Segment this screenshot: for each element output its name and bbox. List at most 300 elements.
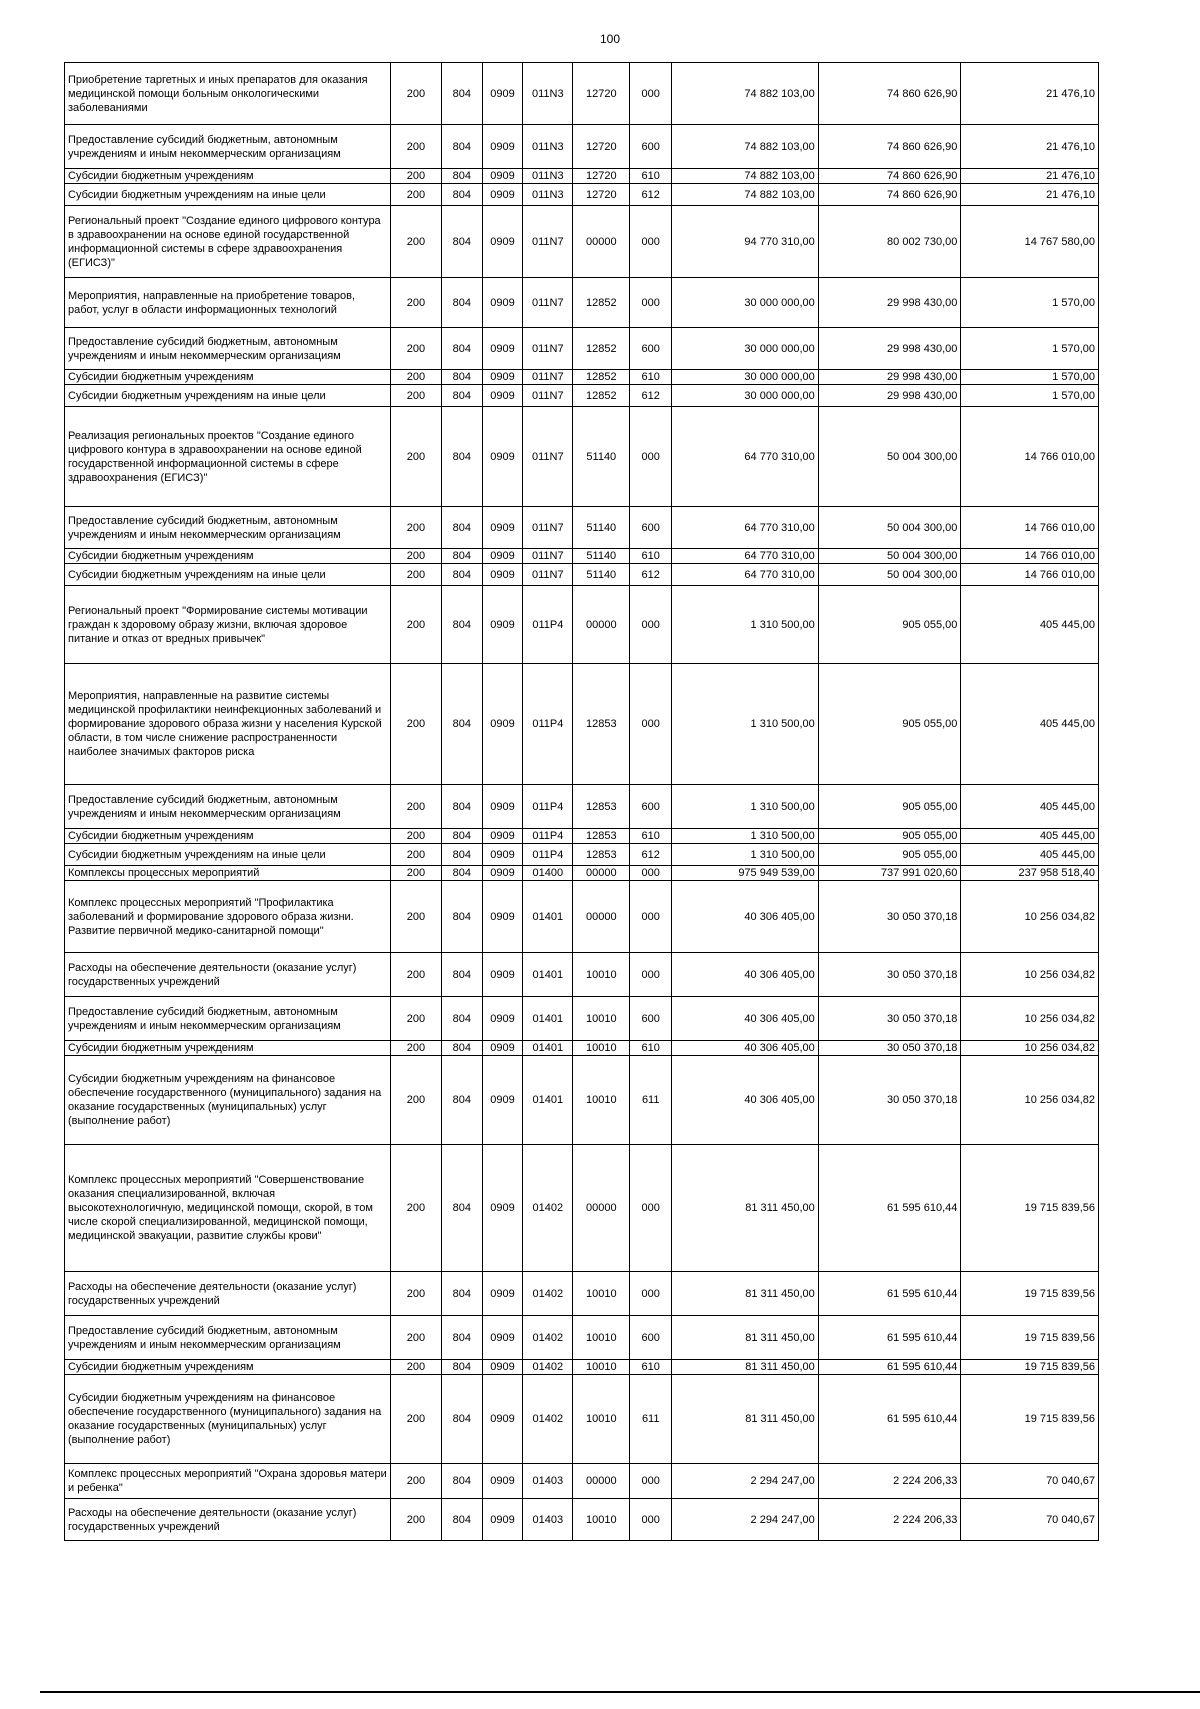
table-row xyxy=(65,1316,1099,1360)
cell-planned-amount: 64 770 310,00 xyxy=(672,549,819,564)
cell-name: Субсидии бюджетным учреждениям на финансовое обеспечение государственного (муниципального) задания на оказание государственных (муниципальных) услуг (выполнение работ) xyxy=(65,1056,391,1145)
cell-name: Субсидии бюджетным учреждениям xyxy=(65,549,391,564)
cell-expense-type: 000 xyxy=(630,881,672,953)
cell-executed-amount: 74 860 626,90 xyxy=(818,63,961,125)
cell-subsection-code: 0909 xyxy=(482,564,523,586)
cell-section-code: 804 xyxy=(441,125,482,169)
cell-planned-amount: 64 770 310,00 xyxy=(672,407,819,507)
cell-name: Расходы на обеспечение деятельности (оказание услуг) государственных учреждений xyxy=(65,1499,391,1541)
cell-admin-code: 200 xyxy=(390,1499,441,1541)
cell-executed-amount: 30 050 370,18 xyxy=(818,1041,961,1056)
cell-remaining-amount: 405 445,00 xyxy=(961,664,1099,785)
cell-remaining-amount: 19 715 839,56 xyxy=(961,1375,1099,1464)
cell-planned-amount: 74 882 103,00 xyxy=(672,169,819,184)
cell-admin-code: 200 xyxy=(390,844,441,866)
cell-subsection-code: 0909 xyxy=(482,1041,523,1056)
cell-target-article-direction: 10010 xyxy=(573,997,630,1041)
cell-remaining-amount: 21 476,10 xyxy=(961,125,1099,169)
cell-remaining-amount: 1 570,00 xyxy=(961,370,1099,385)
cell-admin-code: 200 xyxy=(390,953,441,997)
cell-target-article-direction: 10010 xyxy=(573,1056,630,1145)
cell-admin-code: 200 xyxy=(390,407,441,507)
table-row xyxy=(65,785,1099,829)
cell-planned-amount: 30 000 000,00 xyxy=(672,385,819,407)
cell-section-code: 804 xyxy=(441,206,482,278)
cell-subsection-code: 0909 xyxy=(482,385,523,407)
cell-name: Комплекс процессных мероприятий "Охрана здоровья матери и ребенка" xyxy=(65,1464,391,1499)
cell-target-article-direction: 10010 xyxy=(573,953,630,997)
cell-admin-code: 200 xyxy=(390,169,441,184)
cell-executed-amount: 61 595 610,44 xyxy=(818,1375,961,1464)
cell-target-article-direction: 12720 xyxy=(573,63,630,125)
cell-name: Субсидии бюджетным учреждениям xyxy=(65,169,391,184)
cell-planned-amount: 40 306 405,00 xyxy=(672,1056,819,1145)
cell-expense-type: 000 xyxy=(630,586,672,664)
cell-admin-code: 200 xyxy=(390,385,441,407)
cell-planned-amount: 1 310 500,00 xyxy=(672,785,819,829)
cell-remaining-amount: 1 570,00 xyxy=(961,385,1099,407)
cell-target-article-program: 01403 xyxy=(523,1499,573,1541)
cell-expense-type: 000 xyxy=(630,664,672,785)
cell-admin-code: 200 xyxy=(390,564,441,586)
cell-admin-code: 200 xyxy=(390,1360,441,1375)
cell-expense-type: 600 xyxy=(630,997,672,1041)
cell-planned-amount: 30 000 000,00 xyxy=(672,278,819,328)
cell-expense-type: 612 xyxy=(630,385,672,407)
cell-subsection-code: 0909 xyxy=(482,1056,523,1145)
cell-planned-amount: 74 882 103,00 xyxy=(672,125,819,169)
cell-name: Субсидии бюджетным учреждениям на иные цели xyxy=(65,844,391,866)
table-row xyxy=(65,507,1099,549)
cell-name: Предоставление субсидий бюджетным, автономным учреждениям и иным некоммерческим организациям xyxy=(65,125,391,169)
cell-target-article-program: 011N7 xyxy=(523,549,573,564)
cell-section-code: 804 xyxy=(441,1499,482,1541)
cell-target-article-program: 011N7 xyxy=(523,407,573,507)
cell-remaining-amount: 19 715 839,56 xyxy=(961,1145,1099,1272)
cell-executed-amount: 50 004 300,00 xyxy=(818,407,961,507)
cell-target-article-direction: 10010 xyxy=(573,1272,630,1316)
cell-target-article-program: 01402 xyxy=(523,1360,573,1375)
table-row xyxy=(65,997,1099,1041)
cell-target-article-direction: 12853 xyxy=(573,785,630,829)
cell-target-article-direction: 00000 xyxy=(573,206,630,278)
table-row xyxy=(65,1041,1099,1056)
cell-target-article-direction: 00000 xyxy=(573,1464,630,1499)
cell-remaining-amount: 70 040,67 xyxy=(961,1499,1099,1541)
table-row xyxy=(65,844,1099,866)
cell-name: Расходы на обеспечение деятельности (оказание услуг) государственных учреждений xyxy=(65,1272,391,1316)
cell-section-code: 804 xyxy=(441,1464,482,1499)
cell-name: Комплексы процессных мероприятий xyxy=(65,866,391,881)
cell-name: Комплекс процессных мероприятий "Совершенствование оказания специализированной, включая высокотехнологичную, медицинской помощи, скорой, в том числе скорой специализированной, медицинской помощи, медицинской эвакуации, развитие службы крови" xyxy=(65,1145,391,1272)
cell-target-article-program: 011N7 xyxy=(523,564,573,586)
cell-expense-type: 000 xyxy=(630,407,672,507)
cell-expense-type: 000 xyxy=(630,278,672,328)
cell-executed-amount: 74 860 626,90 xyxy=(818,169,961,184)
cell-subsection-code: 0909 xyxy=(482,1316,523,1360)
cell-target-article-program: 011N7 xyxy=(523,385,573,407)
cell-section-code: 804 xyxy=(441,664,482,785)
table-row xyxy=(65,125,1099,169)
cell-section-code: 804 xyxy=(441,844,482,866)
budget-table xyxy=(64,62,1099,1541)
cell-subsection-code: 0909 xyxy=(482,586,523,664)
cell-target-article-direction: 10010 xyxy=(573,1375,630,1464)
cell-planned-amount: 64 770 310,00 xyxy=(672,564,819,586)
cell-admin-code: 200 xyxy=(390,664,441,785)
cell-target-article-program: 01402 xyxy=(523,1272,573,1316)
table-row xyxy=(65,1499,1099,1541)
cell-remaining-amount: 405 445,00 xyxy=(961,829,1099,844)
cell-subsection-code: 0909 xyxy=(482,953,523,997)
cell-name: Субсидии бюджетным учреждениям на иные цели xyxy=(65,184,391,206)
cell-executed-amount: 30 050 370,18 xyxy=(818,1056,961,1145)
cell-target-article-program: 011P4 xyxy=(523,785,573,829)
cell-expense-type: 000 xyxy=(630,63,672,125)
cell-remaining-amount: 14 766 010,00 xyxy=(961,549,1099,564)
cell-executed-amount: 29 998 430,00 xyxy=(818,328,961,370)
table-row xyxy=(65,1056,1099,1145)
cell-executed-amount: 2 224 206,33 xyxy=(818,1464,961,1499)
cell-expense-type: 600 xyxy=(630,507,672,549)
cell-target-article-program: 011P4 xyxy=(523,664,573,785)
table-row xyxy=(65,1272,1099,1316)
cell-name: Субсидии бюджетным учреждениям на иные цели xyxy=(65,564,391,586)
cell-subsection-code: 0909 xyxy=(482,206,523,278)
cell-target-article-program: 01401 xyxy=(523,1056,573,1145)
cell-executed-amount: 29 998 430,00 xyxy=(818,385,961,407)
cell-remaining-amount: 10 256 034,82 xyxy=(961,953,1099,997)
cell-remaining-amount: 10 256 034,82 xyxy=(961,1041,1099,1056)
table-row xyxy=(65,1375,1099,1464)
cell-executed-amount: 905 055,00 xyxy=(818,664,961,785)
cell-admin-code: 200 xyxy=(390,328,441,370)
cell-expense-type: 000 xyxy=(630,1499,672,1541)
cell-target-article-program: 011N3 xyxy=(523,125,573,169)
cell-expense-type: 612 xyxy=(630,844,672,866)
cell-planned-amount: 81 311 450,00 xyxy=(672,1272,819,1316)
cell-expense-type: 611 xyxy=(630,1056,672,1145)
cell-admin-code: 200 xyxy=(390,1056,441,1145)
cell-expense-type: 612 xyxy=(630,184,672,206)
cell-name: Субсидии бюджетным учреждениям xyxy=(65,1360,391,1375)
table-row xyxy=(65,278,1099,328)
table-row xyxy=(65,564,1099,586)
cell-executed-amount: 74 860 626,90 xyxy=(818,184,961,206)
cell-admin-code: 200 xyxy=(390,370,441,385)
cell-remaining-amount: 14 766 010,00 xyxy=(961,507,1099,549)
cell-target-article-program: 011N7 xyxy=(523,370,573,385)
cell-admin-code: 200 xyxy=(390,1041,441,1056)
cell-planned-amount: 81 311 450,00 xyxy=(672,1360,819,1375)
cell-name: Субсидии бюджетным учреждениям xyxy=(65,1041,391,1056)
page-number: 100 xyxy=(599,32,621,46)
cell-remaining-amount: 10 256 034,82 xyxy=(961,1056,1099,1145)
table-row xyxy=(65,866,1099,881)
cell-executed-amount: 737 991 020,60 xyxy=(818,866,961,881)
cell-subsection-code: 0909 xyxy=(482,866,523,881)
cell-executed-amount: 61 595 610,44 xyxy=(818,1360,961,1375)
cell-subsection-code: 0909 xyxy=(482,1375,523,1464)
cell-planned-amount: 81 311 450,00 xyxy=(672,1316,819,1360)
cell-remaining-amount: 237 958 518,40 xyxy=(961,866,1099,881)
cell-target-article-program: 01401 xyxy=(523,881,573,953)
cell-section-code: 804 xyxy=(441,1041,482,1056)
cell-name: Реализация региональных проектов "Создание единого цифрового контура в здравоохранении на основе единой государственной информационной системы в сфере здравоохранения (ЕГИСЗ)" xyxy=(65,407,391,507)
cell-executed-amount: 29 998 430,00 xyxy=(818,278,961,328)
cell-remaining-amount: 19 715 839,56 xyxy=(961,1316,1099,1360)
cell-admin-code: 200 xyxy=(390,866,441,881)
cell-planned-amount: 30 000 000,00 xyxy=(672,328,819,370)
cell-name: Региональный проект "Формирование системы мотивации граждан к здоровому образу жизни, включая здоровое питание и отказ от вредных привычек" xyxy=(65,586,391,664)
cell-executed-amount: 30 050 370,18 xyxy=(818,881,961,953)
cell-section-code: 804 xyxy=(441,1375,482,1464)
cell-target-article-program: 01402 xyxy=(523,1316,573,1360)
cell-section-code: 804 xyxy=(441,63,482,125)
cell-subsection-code: 0909 xyxy=(482,997,523,1041)
cell-section-code: 804 xyxy=(441,184,482,206)
cell-executed-amount: 905 055,00 xyxy=(818,844,961,866)
cell-target-article-program: 011N3 xyxy=(523,63,573,125)
cell-section-code: 804 xyxy=(441,370,482,385)
cell-target-article-direction: 12720 xyxy=(573,184,630,206)
cell-target-article-direction: 00000 xyxy=(573,1145,630,1272)
cell-target-article-direction: 12852 xyxy=(573,385,630,407)
cell-remaining-amount: 10 256 034,82 xyxy=(961,997,1099,1041)
cell-name: Комплекс процессных мероприятий "Профилактика заболеваний и формирование здорового образа жизни. Развитие первичной медико-санитарной помощи" xyxy=(65,881,391,953)
cell-target-article-program: 011N3 xyxy=(523,169,573,184)
cell-subsection-code: 0909 xyxy=(482,328,523,370)
cell-section-code: 804 xyxy=(441,997,482,1041)
cell-name: Субсидии бюджетным учреждениям xyxy=(65,829,391,844)
table-row xyxy=(65,881,1099,953)
table-row xyxy=(65,206,1099,278)
cell-section-code: 804 xyxy=(441,407,482,507)
table-row xyxy=(65,549,1099,564)
cell-name: Мероприятия, направленные на развитие системы медицинской профилактики неинфекционных заболеваний и формирование здорового образа жизни у населения Курской области, в том числе снижение распространенности наиболее значимых факторов риска xyxy=(65,664,391,785)
cell-name: Субсидии бюджетным учреждениям на финансовое обеспечение государственного (муниципального) задания на оказание государственных (муниципальных) услуг (выполнение работ) xyxy=(65,1375,391,1464)
cell-target-article-direction: 10010 xyxy=(573,1360,630,1375)
cell-section-code: 804 xyxy=(441,829,482,844)
cell-executed-amount: 50 004 300,00 xyxy=(818,564,961,586)
cell-executed-amount: 61 595 610,44 xyxy=(818,1272,961,1316)
cell-subsection-code: 0909 xyxy=(482,63,523,125)
cell-executed-amount: 905 055,00 xyxy=(818,785,961,829)
cell-target-article-direction: 12720 xyxy=(573,125,630,169)
cell-expense-type: 610 xyxy=(630,169,672,184)
cell-target-article-program: 011P4 xyxy=(523,829,573,844)
cell-target-article-direction: 51140 xyxy=(573,549,630,564)
table-row xyxy=(65,829,1099,844)
cell-subsection-code: 0909 xyxy=(482,169,523,184)
cell-name: Приобретение таргетных и иных препаратов для оказания медицинской помощи больным онкологическими заболеваниями xyxy=(65,63,391,125)
cell-target-article-program: 01401 xyxy=(523,1041,573,1056)
cell-target-article-direction: 12720 xyxy=(573,169,630,184)
cell-target-article-direction: 12852 xyxy=(573,278,630,328)
cell-subsection-code: 0909 xyxy=(482,278,523,328)
cell-subsection-code: 0909 xyxy=(482,881,523,953)
cell-admin-code: 200 xyxy=(390,1375,441,1464)
cell-remaining-amount: 10 256 034,82 xyxy=(961,881,1099,953)
cell-name: Предоставление субсидий бюджетным, автономным учреждениям и иным некоммерческим организациям xyxy=(65,328,391,370)
cell-admin-code: 200 xyxy=(390,586,441,664)
cell-expense-type: 600 xyxy=(630,328,672,370)
cell-expense-type: 610 xyxy=(630,549,672,564)
cell-subsection-code: 0909 xyxy=(482,549,523,564)
cell-subsection-code: 0909 xyxy=(482,1360,523,1375)
cell-target-article-direction: 10010 xyxy=(573,1041,630,1056)
cell-admin-code: 200 xyxy=(390,1316,441,1360)
cell-name: Предоставление субсидий бюджетным, автономным учреждениям и иным некоммерческим организациям xyxy=(65,1316,391,1360)
cell-admin-code: 200 xyxy=(390,997,441,1041)
cell-planned-amount: 1 310 500,00 xyxy=(672,586,819,664)
cell-remaining-amount: 19 715 839,56 xyxy=(961,1272,1099,1316)
cell-target-article-program: 011N7 xyxy=(523,507,573,549)
table-row xyxy=(65,664,1099,785)
cell-target-article-direction: 51140 xyxy=(573,407,630,507)
cell-subsection-code: 0909 xyxy=(482,829,523,844)
cell-expense-type: 600 xyxy=(630,125,672,169)
cell-target-article-direction: 00000 xyxy=(573,586,630,664)
cell-planned-amount: 40 306 405,00 xyxy=(672,997,819,1041)
table-row xyxy=(65,184,1099,206)
cell-executed-amount: 30 050 370,18 xyxy=(818,953,961,997)
cell-remaining-amount: 21 476,10 xyxy=(961,184,1099,206)
cell-target-article-direction: 10010 xyxy=(573,1499,630,1541)
cell-target-article-program: 01403 xyxy=(523,1464,573,1499)
cell-target-article-program: 01400 xyxy=(523,866,573,881)
table-row xyxy=(65,953,1099,997)
cell-planned-amount: 1 310 500,00 xyxy=(672,844,819,866)
cell-target-article-direction: 12853 xyxy=(573,829,630,844)
cell-planned-amount: 74 882 103,00 xyxy=(672,63,819,125)
cell-name: Предоставление субсидий бюджетным, автономным учреждениям и иным некоммерческим организациям xyxy=(65,997,391,1041)
cell-expense-type: 000 xyxy=(630,206,672,278)
cell-executed-amount: 80 002 730,00 xyxy=(818,206,961,278)
cell-name: Мероприятия, направленные на приобретение товаров, работ, услуг в области информационных технологий xyxy=(65,278,391,328)
cell-expense-type: 610 xyxy=(630,829,672,844)
cell-name: Субсидии бюджетным учреждениям xyxy=(65,370,391,385)
cell-section-code: 804 xyxy=(441,1360,482,1375)
cell-subsection-code: 0909 xyxy=(482,664,523,785)
cell-subsection-code: 0909 xyxy=(482,1464,523,1499)
cell-section-code: 804 xyxy=(441,385,482,407)
table-row xyxy=(65,1464,1099,1499)
table-row xyxy=(65,385,1099,407)
cell-target-article-direction: 10010 xyxy=(573,1316,630,1360)
cell-subsection-code: 0909 xyxy=(482,507,523,549)
cell-name: Предоставление субсидий бюджетным, автономным учреждениям и иным некоммерческим организациям xyxy=(65,785,391,829)
cell-planned-amount: 64 770 310,00 xyxy=(672,507,819,549)
cell-planned-amount: 94 770 310,00 xyxy=(672,206,819,278)
cell-section-code: 804 xyxy=(441,564,482,586)
cell-expense-type: 000 xyxy=(630,1145,672,1272)
cell-subsection-code: 0909 xyxy=(482,370,523,385)
cell-target-article-program: 01401 xyxy=(523,997,573,1041)
cell-expense-type: 000 xyxy=(630,866,672,881)
cell-expense-type: 611 xyxy=(630,1375,672,1464)
cell-expense-type: 610 xyxy=(630,1360,672,1375)
page-bottom-border xyxy=(40,1691,1200,1693)
cell-section-code: 804 xyxy=(441,785,482,829)
cell-planned-amount: 2 294 247,00 xyxy=(672,1464,819,1499)
cell-remaining-amount: 21 476,10 xyxy=(961,63,1099,125)
cell-expense-type: 610 xyxy=(630,370,672,385)
table-row xyxy=(65,169,1099,184)
table-row xyxy=(65,1360,1099,1375)
cell-planned-amount: 40 306 405,00 xyxy=(672,881,819,953)
cell-subsection-code: 0909 xyxy=(482,125,523,169)
cell-admin-code: 200 xyxy=(390,125,441,169)
cell-target-article-program: 011P4 xyxy=(523,586,573,664)
cell-planned-amount: 81 311 450,00 xyxy=(672,1375,819,1464)
cell-expense-type: 000 xyxy=(630,1272,672,1316)
cell-admin-code: 200 xyxy=(390,278,441,328)
cell-subsection-code: 0909 xyxy=(482,785,523,829)
cell-section-code: 804 xyxy=(441,881,482,953)
cell-remaining-amount: 405 445,00 xyxy=(961,844,1099,866)
cell-remaining-amount: 21 476,10 xyxy=(961,169,1099,184)
cell-admin-code: 200 xyxy=(390,206,441,278)
cell-executed-amount: 50 004 300,00 xyxy=(818,549,961,564)
table-row xyxy=(65,586,1099,664)
cell-section-code: 804 xyxy=(441,1145,482,1272)
cell-executed-amount: 30 050 370,18 xyxy=(818,997,961,1041)
cell-admin-code: 200 xyxy=(390,63,441,125)
cell-expense-type: 610 xyxy=(630,1041,672,1056)
cell-admin-code: 200 xyxy=(390,881,441,953)
cell-section-code: 804 xyxy=(441,278,482,328)
cell-remaining-amount: 14 766 010,00 xyxy=(961,407,1099,507)
cell-remaining-amount: 19 715 839,56 xyxy=(961,1360,1099,1375)
cell-remaining-amount: 405 445,00 xyxy=(961,785,1099,829)
cell-expense-type: 000 xyxy=(630,1464,672,1499)
cell-subsection-code: 0909 xyxy=(482,1145,523,1272)
cell-planned-amount: 81 311 450,00 xyxy=(672,1145,819,1272)
cell-target-article-direction: 12853 xyxy=(573,664,630,785)
cell-admin-code: 200 xyxy=(390,549,441,564)
cell-subsection-code: 0909 xyxy=(482,184,523,206)
cell-executed-amount: 50 004 300,00 xyxy=(818,507,961,549)
cell-target-article-direction: 12852 xyxy=(573,328,630,370)
cell-target-article-direction: 00000 xyxy=(573,866,630,881)
cell-name: Субсидии бюджетным учреждениям на иные цели xyxy=(65,385,391,407)
cell-executed-amount: 29 998 430,00 xyxy=(818,370,961,385)
cell-name: Расходы на обеспечение деятельности (оказание услуг) государственных учреждений xyxy=(65,953,391,997)
cell-remaining-amount: 70 040,67 xyxy=(961,1464,1099,1499)
cell-target-article-program: 01402 xyxy=(523,1375,573,1464)
table-row xyxy=(65,370,1099,385)
cell-target-article-program: 011N7 xyxy=(523,328,573,370)
cell-target-article-program: 011N3 xyxy=(523,184,573,206)
cell-expense-type: 612 xyxy=(630,564,672,586)
cell-remaining-amount: 1 570,00 xyxy=(961,278,1099,328)
table-row xyxy=(65,328,1099,370)
cell-section-code: 804 xyxy=(441,586,482,664)
cell-admin-code: 200 xyxy=(390,785,441,829)
cell-planned-amount: 40 306 405,00 xyxy=(672,953,819,997)
cell-subsection-code: 0909 xyxy=(482,1499,523,1541)
cell-executed-amount: 74 860 626,90 xyxy=(818,125,961,169)
cell-section-code: 804 xyxy=(441,328,482,370)
table-row xyxy=(65,1145,1099,1272)
cell-target-article-program: 011N7 xyxy=(523,278,573,328)
cell-expense-type: 600 xyxy=(630,785,672,829)
cell-name: Региональный проект "Создание единого цифрового контура в здравоохранении на основе единой государственной информационной системы в сфере здравоохранения (ЕГИСЗ)" xyxy=(65,206,391,278)
cell-target-article-direction: 12852 xyxy=(573,370,630,385)
cell-section-code: 804 xyxy=(441,169,482,184)
cell-target-article-program: 01402 xyxy=(523,1145,573,1272)
